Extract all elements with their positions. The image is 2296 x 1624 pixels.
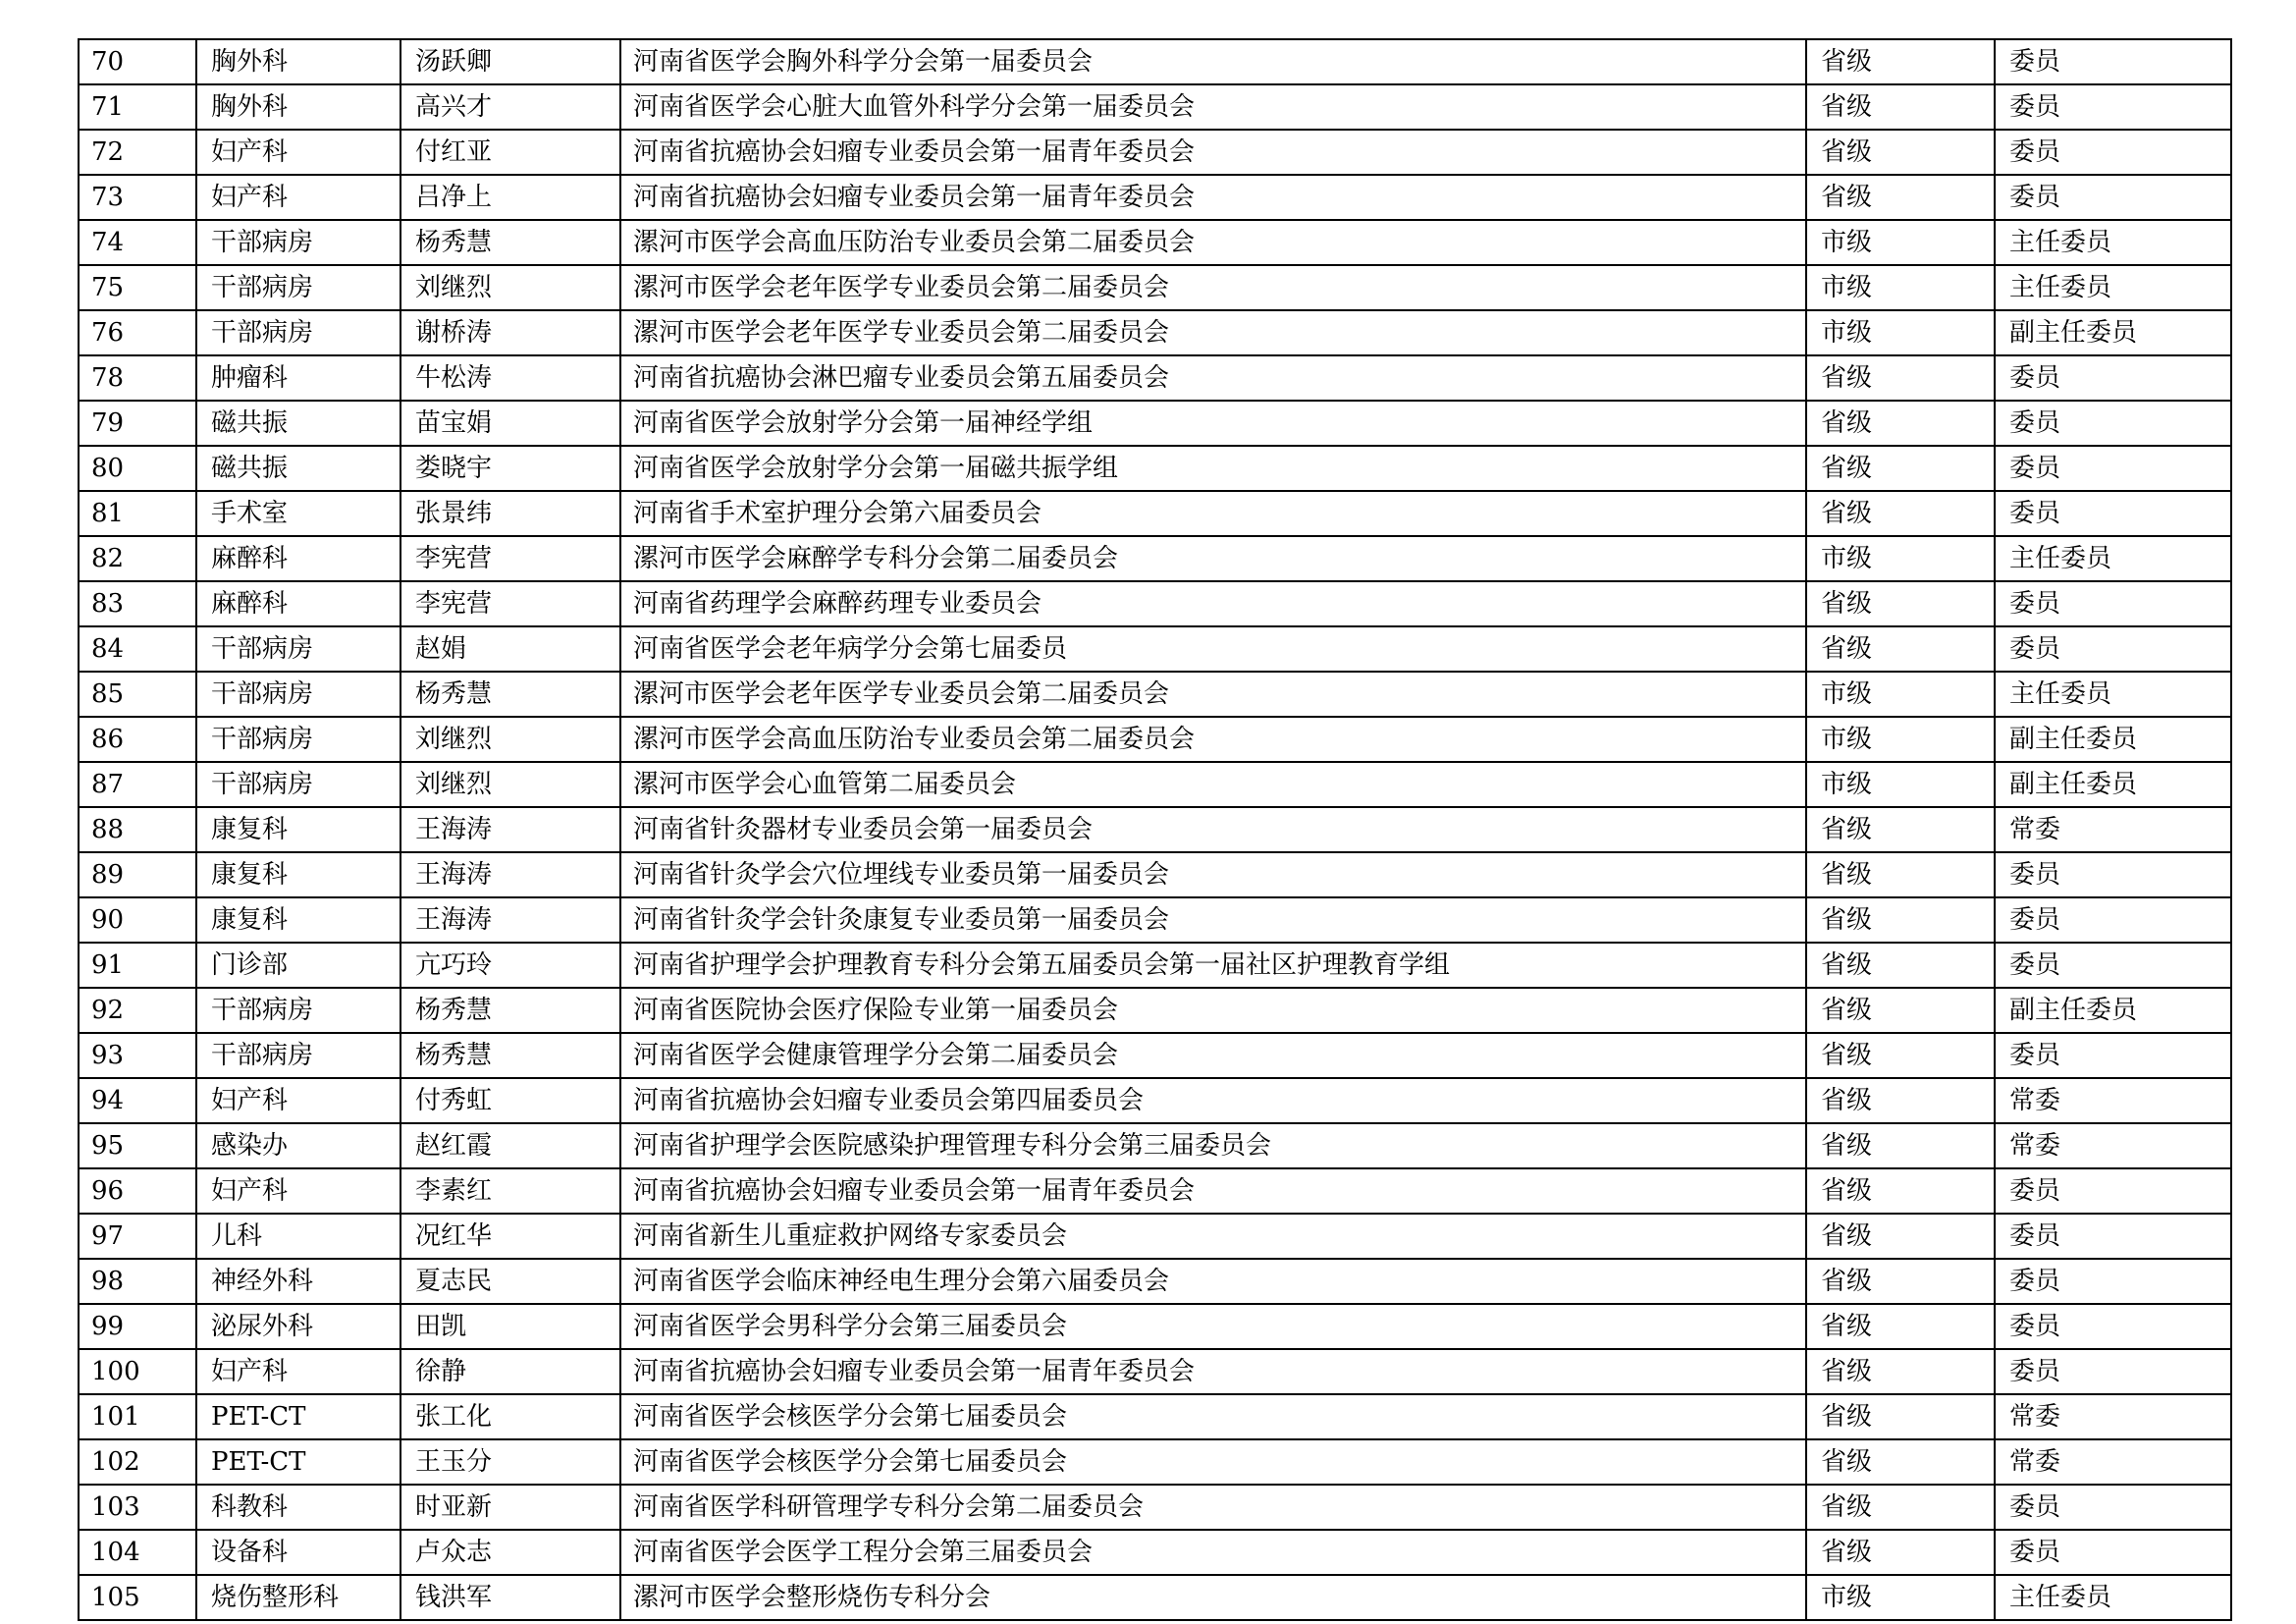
row-number-cell: 102 <box>79 1439 196 1485</box>
organization-cell: 河南省医学会放射学分会第一届神经学组 <box>620 401 1806 446</box>
level-cell: 省级 <box>1806 446 1995 491</box>
department-cell: 感染办 <box>196 1123 400 1168</box>
role-cell: 主任委员 <box>1995 220 2231 265</box>
organization-cell: 漯河市医学会高血压防治专业委员会第二届委员会 <box>620 220 1806 265</box>
person-name-cell: 赵娟 <box>400 626 620 672</box>
role-cell: 副主任委员 <box>1995 988 2231 1033</box>
level-cell: 市级 <box>1806 220 1995 265</box>
organization-cell: 河南省针灸学会穴位埋线专业委员第一届委员会 <box>620 852 1806 897</box>
row-number-cell: 94 <box>79 1078 196 1123</box>
role-cell: 委员 <box>1995 130 2231 175</box>
role-cell: 委员 <box>1995 852 2231 897</box>
role-cell: 委员 <box>1995 1304 2231 1349</box>
organization-cell: 河南省抗癌协会淋巴瘤专业委员会第五届委员会 <box>620 355 1806 401</box>
row-number-cell: 89 <box>79 852 196 897</box>
department-cell: 妇产科 <box>196 1349 400 1394</box>
row-number-cell: 75 <box>79 265 196 310</box>
table-row <box>79 1123 2231 1168</box>
organization-cell: 漯河市医学会老年医学专业委员会第二届委员会 <box>620 310 1806 355</box>
person-name-cell: 张景纬 <box>400 491 620 536</box>
committee-roster-table <box>78 38 2232 1621</box>
person-name-cell: 刘继烈 <box>400 717 620 762</box>
row-number-cell: 79 <box>79 401 196 446</box>
level-cell: 省级 <box>1806 491 1995 536</box>
level-cell: 省级 <box>1806 1078 1995 1123</box>
department-cell: 胸外科 <box>196 39 400 84</box>
organization-cell: 漯河市医学会麻醉学专科分会第二届委员会 <box>620 536 1806 581</box>
department-cell: PET-CT <box>196 1439 400 1485</box>
person-name-cell: 吕净上 <box>400 175 620 220</box>
person-name-cell: 付红亚 <box>400 130 620 175</box>
table-row <box>79 265 2231 310</box>
table-row <box>79 39 2231 84</box>
level-cell: 省级 <box>1806 1485 1995 1530</box>
row-number-cell: 101 <box>79 1394 196 1439</box>
role-cell: 委员 <box>1995 897 2231 943</box>
level-cell: 省级 <box>1806 626 1995 672</box>
level-cell: 市级 <box>1806 265 1995 310</box>
department-cell: 科教科 <box>196 1485 400 1530</box>
row-number-cell: 87 <box>79 762 196 807</box>
level-cell: 市级 <box>1806 717 1995 762</box>
department-cell: 泌尿外科 <box>196 1304 400 1349</box>
table-row <box>79 1530 2231 1575</box>
level-cell: 省级 <box>1806 897 1995 943</box>
table-row <box>79 762 2231 807</box>
person-name-cell: 杨秀慧 <box>400 1033 620 1078</box>
level-cell: 省级 <box>1806 1394 1995 1439</box>
row-number-cell: 74 <box>79 220 196 265</box>
organization-cell: 河南省抗癌协会妇瘤专业委员会第一届青年委员会 <box>620 1168 1806 1214</box>
table-row <box>79 717 2231 762</box>
table-row <box>79 626 2231 672</box>
level-cell: 市级 <box>1806 310 1995 355</box>
department-cell: 干部病房 <box>196 626 400 672</box>
person-name-cell: 赵红霞 <box>400 1123 620 1168</box>
department-cell: 妇产科 <box>196 1078 400 1123</box>
role-cell: 主任委员 <box>1995 672 2231 717</box>
department-cell: 磁共振 <box>196 401 400 446</box>
organization-cell: 河南省医学会放射学分会第一届磁共振学组 <box>620 446 1806 491</box>
level-cell: 市级 <box>1806 536 1995 581</box>
table-row <box>79 988 2231 1033</box>
row-number-cell: 85 <box>79 672 196 717</box>
role-cell: 常委 <box>1995 807 2231 852</box>
row-number-cell: 90 <box>79 897 196 943</box>
department-cell: PET-CT <box>196 1394 400 1439</box>
department-cell: 胸外科 <box>196 84 400 130</box>
person-name-cell: 王玉分 <box>400 1439 620 1485</box>
organization-cell: 河南省医学科研管理学专科分会第二届委员会 <box>620 1485 1806 1530</box>
department-cell: 门诊部 <box>196 943 400 988</box>
role-cell: 委员 <box>1995 355 2231 401</box>
table-row <box>79 220 2231 265</box>
department-cell: 儿科 <box>196 1214 400 1259</box>
row-number-cell: 97 <box>79 1214 196 1259</box>
organization-cell: 河南省药理学会麻醉药理专业委员会 <box>620 581 1806 626</box>
row-number-cell: 98 <box>79 1259 196 1304</box>
table-row <box>79 1575 2231 1620</box>
table-row <box>79 1439 2231 1485</box>
person-name-cell: 刘继烈 <box>400 265 620 310</box>
organization-cell: 河南省抗癌协会妇瘤专业委员会第四届委员会 <box>620 1078 1806 1123</box>
table-row <box>79 536 2231 581</box>
organization-cell: 河南省医学会临床神经电生理分会第六届委员会 <box>620 1259 1806 1304</box>
row-number-cell: 83 <box>79 581 196 626</box>
level-cell: 省级 <box>1806 84 1995 130</box>
person-name-cell: 王海涛 <box>400 807 620 852</box>
person-name-cell: 杨秀慧 <box>400 220 620 265</box>
department-cell: 康复科 <box>196 852 400 897</box>
department-cell: 干部病房 <box>196 1033 400 1078</box>
role-cell: 常委 <box>1995 1123 2231 1168</box>
department-cell: 设备科 <box>196 1530 400 1575</box>
person-name-cell: 时亚新 <box>400 1485 620 1530</box>
table-row <box>79 401 2231 446</box>
role-cell: 副主任委员 <box>1995 717 2231 762</box>
department-cell: 康复科 <box>196 807 400 852</box>
role-cell: 副主任委员 <box>1995 762 2231 807</box>
role-cell: 常委 <box>1995 1394 2231 1439</box>
role-cell: 委员 <box>1995 1259 2231 1304</box>
department-cell: 干部病房 <box>196 220 400 265</box>
organization-cell: 河南省医学会核医学分会第七届委员会 <box>620 1394 1806 1439</box>
organization-cell: 河南省护理学会护理教育专科分会第五届委员会第一届社区护理教育学组 <box>620 943 1806 988</box>
organization-cell: 河南省医学会老年病学分会第七届委员 <box>620 626 1806 672</box>
table-row <box>79 84 2231 130</box>
department-cell: 妇产科 <box>196 175 400 220</box>
committee-roster-sheet <box>78 38 2230 1621</box>
table-row <box>79 1485 2231 1530</box>
role-cell: 委员 <box>1995 1349 2231 1394</box>
level-cell: 省级 <box>1806 1304 1995 1349</box>
level-cell: 省级 <box>1806 1349 1995 1394</box>
row-number-cell: 96 <box>79 1168 196 1214</box>
role-cell: 委员 <box>1995 1033 2231 1078</box>
organization-cell: 河南省抗癌协会妇瘤专业委员会第一届青年委员会 <box>620 1349 1806 1394</box>
person-name-cell: 娄晓宇 <box>400 446 620 491</box>
table-row <box>79 175 2231 220</box>
table-row <box>79 446 2231 491</box>
department-cell: 干部病房 <box>196 265 400 310</box>
role-cell: 委员 <box>1995 626 2231 672</box>
level-cell: 省级 <box>1806 1033 1995 1078</box>
table-row <box>79 1259 2231 1304</box>
person-name-cell: 杨秀慧 <box>400 988 620 1033</box>
level-cell: 省级 <box>1806 401 1995 446</box>
table-row <box>79 1033 2231 1078</box>
row-number-cell: 91 <box>79 943 196 988</box>
organization-cell: 河南省针灸学会针灸康复专业委员第一届委员会 <box>620 897 1806 943</box>
table-row <box>79 1394 2231 1439</box>
department-cell: 妇产科 <box>196 1168 400 1214</box>
department-cell: 烧伤整形科 <box>196 1575 400 1620</box>
role-cell: 常委 <box>1995 1439 2231 1485</box>
person-name-cell: 王海涛 <box>400 897 620 943</box>
person-name-cell: 钱洪军 <box>400 1575 620 1620</box>
role-cell: 委员 <box>1995 1214 2231 1259</box>
row-number-cell: 84 <box>79 626 196 672</box>
role-cell: 委员 <box>1995 39 2231 84</box>
row-number-cell: 70 <box>79 39 196 84</box>
person-name-cell: 李宪营 <box>400 536 620 581</box>
department-cell: 干部病房 <box>196 310 400 355</box>
organization-cell: 河南省医学会健康管理学分会第二届委员会 <box>620 1033 1806 1078</box>
department-cell: 康复科 <box>196 897 400 943</box>
person-name-cell: 卢众志 <box>400 1530 620 1575</box>
role-cell: 委员 <box>1995 1485 2231 1530</box>
table-row <box>79 1214 2231 1259</box>
role-cell: 委员 <box>1995 446 2231 491</box>
department-cell: 麻醉科 <box>196 536 400 581</box>
department-cell: 肿瘤科 <box>196 355 400 401</box>
department-cell: 磁共振 <box>196 446 400 491</box>
table-row <box>79 1304 2231 1349</box>
organization-cell: 河南省医学会男科学分会第三届委员会 <box>620 1304 1806 1349</box>
table-row <box>79 1078 2231 1123</box>
person-name-cell: 王海涛 <box>400 852 620 897</box>
row-number-cell: 73 <box>79 175 196 220</box>
level-cell: 市级 <box>1806 672 1995 717</box>
role-cell: 委员 <box>1995 1530 2231 1575</box>
person-name-cell: 夏志民 <box>400 1259 620 1304</box>
row-number-cell: 92 <box>79 988 196 1033</box>
organization-cell: 漯河市医学会整形烧伤专科分会 <box>620 1575 1806 1620</box>
row-number-cell: 71 <box>79 84 196 130</box>
level-cell: 省级 <box>1806 581 1995 626</box>
organization-cell: 河南省针灸器材专业委员会第一届委员会 <box>620 807 1806 852</box>
person-name-cell: 牛松涛 <box>400 355 620 401</box>
level-cell: 省级 <box>1806 1259 1995 1304</box>
level-cell: 省级 <box>1806 1123 1995 1168</box>
row-number-cell: 80 <box>79 446 196 491</box>
roster-body <box>79 39 2231 1620</box>
row-number-cell: 72 <box>79 130 196 175</box>
level-cell: 省级 <box>1806 1530 1995 1575</box>
department-cell: 干部病房 <box>196 988 400 1033</box>
level-cell: 省级 <box>1806 943 1995 988</box>
organization-cell: 河南省医学会心脏大血管外科学分会第一届委员会 <box>620 84 1806 130</box>
table-row <box>79 581 2231 626</box>
table-row <box>79 943 2231 988</box>
department-cell: 干部病房 <box>196 762 400 807</box>
organization-cell: 河南省新生儿重症救护网络专家委员会 <box>620 1214 1806 1259</box>
role-cell: 委员 <box>1995 175 2231 220</box>
person-name-cell: 亢巧玲 <box>400 943 620 988</box>
department-cell: 手术室 <box>196 491 400 536</box>
person-name-cell: 杨秀慧 <box>400 672 620 717</box>
role-cell: 主任委员 <box>1995 1575 2231 1620</box>
level-cell: 省级 <box>1806 1168 1995 1214</box>
table-row <box>79 807 2231 852</box>
level-cell: 省级 <box>1806 852 1995 897</box>
level-cell: 省级 <box>1806 355 1995 401</box>
role-cell: 委员 <box>1995 1168 2231 1214</box>
level-cell: 省级 <box>1806 175 1995 220</box>
role-cell: 委员 <box>1995 401 2231 446</box>
organization-cell: 漯河市医学会高血压防治专业委员会第二届委员会 <box>620 717 1806 762</box>
person-name-cell: 高兴才 <box>400 84 620 130</box>
organization-cell: 漯河市医学会心血管第二届委员会 <box>620 762 1806 807</box>
person-name-cell: 刘继烈 <box>400 762 620 807</box>
row-number-cell: 99 <box>79 1304 196 1349</box>
table-row <box>79 897 2231 943</box>
role-cell: 副主任委员 <box>1995 310 2231 355</box>
person-name-cell: 李素红 <box>400 1168 620 1214</box>
row-number-cell: 88 <box>79 807 196 852</box>
person-name-cell: 付秀虹 <box>400 1078 620 1123</box>
table-row <box>79 355 2231 401</box>
row-number-cell: 82 <box>79 536 196 581</box>
role-cell: 主任委员 <box>1995 265 2231 310</box>
person-name-cell: 谢桥涛 <box>400 310 620 355</box>
table-row <box>79 1349 2231 1394</box>
table-row <box>79 852 2231 897</box>
row-number-cell: 93 <box>79 1033 196 1078</box>
organization-cell: 河南省医学会医学工程分会第三届委员会 <box>620 1530 1806 1575</box>
person-name-cell: 张工化 <box>400 1394 620 1439</box>
row-number-cell: 104 <box>79 1530 196 1575</box>
row-number-cell: 86 <box>79 717 196 762</box>
row-number-cell: 100 <box>79 1349 196 1394</box>
level-cell: 省级 <box>1806 1214 1995 1259</box>
role-cell: 常委 <box>1995 1078 2231 1123</box>
organization-cell: 河南省医学会核医学分会第七届委员会 <box>620 1439 1806 1485</box>
department-cell: 干部病房 <box>196 717 400 762</box>
row-number-cell: 81 <box>79 491 196 536</box>
organization-cell: 漯河市医学会老年医学专业委员会第二届委员会 <box>620 265 1806 310</box>
department-cell: 神经外科 <box>196 1259 400 1304</box>
role-cell: 委员 <box>1995 581 2231 626</box>
role-cell: 主任委员 <box>1995 536 2231 581</box>
level-cell: 省级 <box>1806 39 1995 84</box>
department-cell: 麻醉科 <box>196 581 400 626</box>
organization-cell: 漯河市医学会老年医学专业委员会第二届委员会 <box>620 672 1806 717</box>
person-name-cell: 徐静 <box>400 1349 620 1394</box>
row-number-cell: 95 <box>79 1123 196 1168</box>
person-name-cell: 田凯 <box>400 1304 620 1349</box>
organization-cell: 河南省医院协会医疗保险专业第一届委员会 <box>620 988 1806 1033</box>
organization-cell: 河南省手术室护理分会第六届委员会 <box>620 491 1806 536</box>
row-number-cell: 76 <box>79 310 196 355</box>
table-row <box>79 672 2231 717</box>
level-cell: 省级 <box>1806 988 1995 1033</box>
role-cell: 委员 <box>1995 84 2231 130</box>
table-row <box>79 491 2231 536</box>
person-name-cell: 李宪营 <box>400 581 620 626</box>
level-cell: 市级 <box>1806 1575 1995 1620</box>
level-cell: 省级 <box>1806 807 1995 852</box>
level-cell: 市级 <box>1806 762 1995 807</box>
table-row <box>79 1168 2231 1214</box>
row-number-cell: 105 <box>79 1575 196 1620</box>
organization-cell: 河南省抗癌协会妇瘤专业委员会第一届青年委员会 <box>620 130 1806 175</box>
organization-cell: 河南省抗癌协会妇瘤专业委员会第一届青年委员会 <box>620 175 1806 220</box>
person-name-cell: 汤跃卿 <box>400 39 620 84</box>
person-name-cell: 况红华 <box>400 1214 620 1259</box>
row-number-cell: 78 <box>79 355 196 401</box>
department-cell: 干部病房 <box>196 672 400 717</box>
organization-cell: 河南省护理学会医院感染护理管理专科分会第三届委员会 <box>620 1123 1806 1168</box>
row-number-cell: 103 <box>79 1485 196 1530</box>
role-cell: 委员 <box>1995 943 2231 988</box>
level-cell: 省级 <box>1806 130 1995 175</box>
table-row <box>79 310 2231 355</box>
organization-cell: 河南省医学会胸外科学分会第一届委员会 <box>620 39 1806 84</box>
department-cell: 妇产科 <box>196 130 400 175</box>
level-cell: 省级 <box>1806 1439 1995 1485</box>
person-name-cell: 苗宝娟 <box>400 401 620 446</box>
role-cell: 委员 <box>1995 491 2231 536</box>
table-row <box>79 130 2231 175</box>
